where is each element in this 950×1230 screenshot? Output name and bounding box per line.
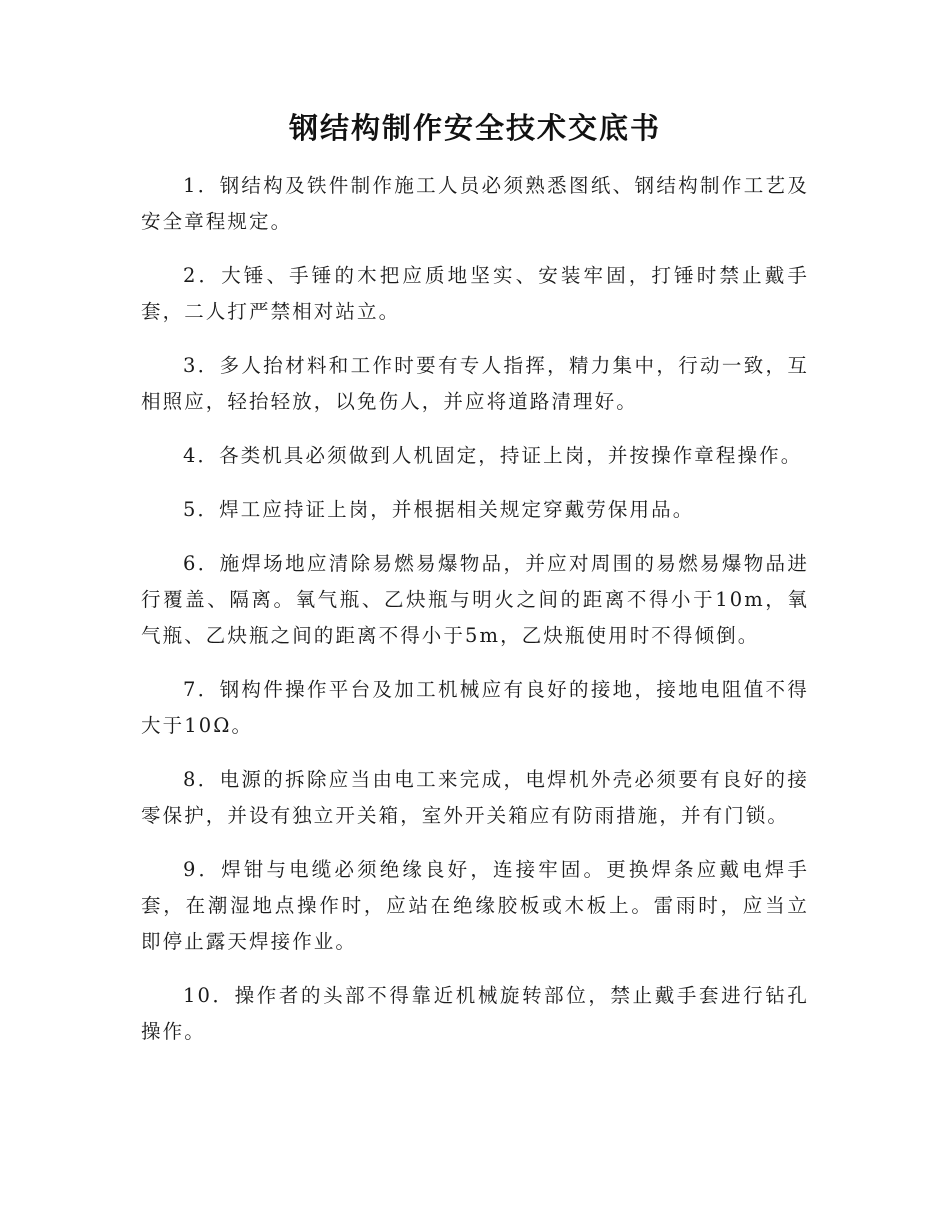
paragraph-10: 10．操作者的头部不得靠近机械旋转部位，禁止戴手套进行钻孔操作。 (141, 984, 809, 1043)
document-body (141, 168, 809, 1068)
paragraph-9: 9．焊钳与电缆必须绝缘良好，连接牢固。更换焊条应戴电焊手套，在潮湿地点操作时，应站在绝缘胶板或木板上。雷雨时，应当立即停止露天焊接作业。 (141, 858, 809, 953)
paragraph-8: 8．电源的拆除应当由电工来完成，电焊机外壳必须要有良好的接零保护，并设有独立开关箱，室外开关箱应有防雨措施，并有门锁。 (141, 768, 809, 827)
paragraph-4: 4．各类机具必须做到人机固定，持证上岗，并按操作章程操作。 (183, 444, 803, 467)
paragraph-3: 3．多人抬材料和工作时要有专人指挥，精力集中，行动一致，互相照应，轻抬轻放，以免伤人，并应将道路清理好。 (141, 354, 809, 413)
paragraph-1: 1．钢结构及铁件制作施工人员必须熟悉图纸、钢结构制作工艺及安全章程规定。 (141, 174, 809, 233)
document-title: 钢结构制作安全技术交底书 (288, 111, 661, 145)
paragraph-7: 7．钢构件操作平台及加工机械应有良好的接地，接地电阻值不得大于10Ω。 (141, 678, 809, 737)
paragraph-5: 5．焊工应持证上岗，并根据相关规定穿戴劳保用品。 (183, 498, 695, 521)
paragraph-6: 6．施焊场地应清除易燃易爆物品，并应对周围的易燃易爆物品进行覆盖、隔离。氧气瓶、乙炔瓶与明火之间的距离不得小于10m，氧气瓶、乙炔瓶之间的距离不得小于5m，乙炔瓶使用时不得倾倒。 (141, 552, 809, 647)
paragraph-2: 2．大锤、手锤的木把应质地坚实、安装牢固，打锤时禁止戴手套，二人打严禁相对站立。 (141, 264, 809, 323)
